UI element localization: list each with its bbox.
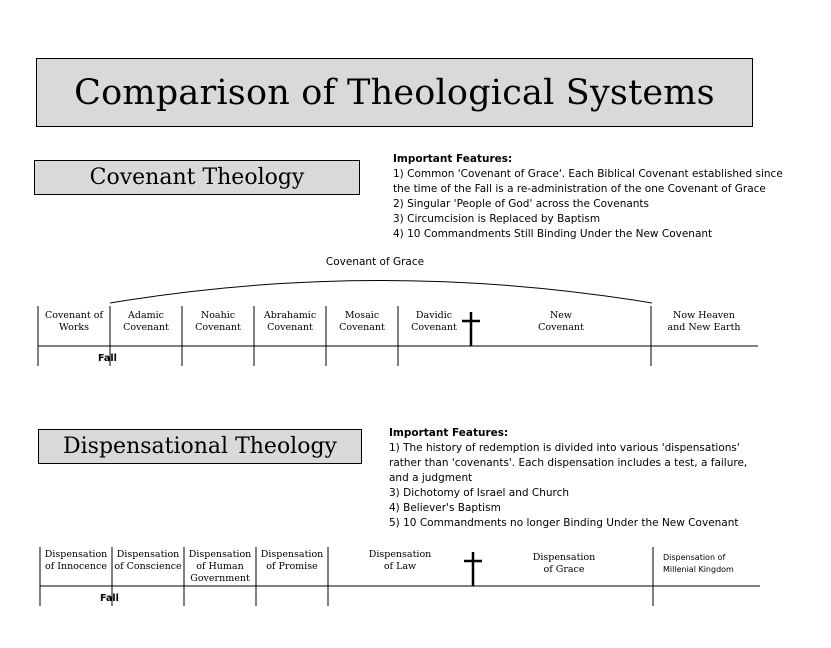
- covenant-feature-line: 4) 10 Commandments Still Binding Under the New Covenant: [393, 228, 713, 240]
- covenant-feature-line: 2) Singular 'People of God' across the Covenants: [393, 198, 650, 210]
- period-line: Works: [58, 322, 90, 333]
- dispensational-feature-line: 3) Dichotomy of Israel and Church: [389, 487, 570, 499]
- dispensational-feature-line: 4) Believer's Baptism: [389, 502, 501, 514]
- period-line: Government: [190, 573, 250, 584]
- period-dispensation-of-grace: [533, 552, 596, 576]
- period-line: Dispensation: [260, 549, 324, 560]
- covenant-fall-label: Fall: [98, 353, 117, 364]
- period-line: of Law: [383, 561, 417, 572]
- period-line: Covenant: [123, 322, 169, 333]
- dispensational-feature-line: and a judgment: [389, 472, 473, 484]
- period-line: Dispensation: [532, 552, 596, 563]
- period-line: Davidic: [415, 310, 453, 321]
- period-dispensation-of-human-government: [189, 549, 252, 585]
- dispensational-feature-line: 1) The history of redemption is divided into various 'dispensations': [389, 442, 740, 454]
- period-davidic-covenant: [411, 310, 457, 334]
- covenant-feature-line: 1) Common 'Covenant of Grace'. Each Biblical Covenant established since: [393, 168, 783, 180]
- period-new-covenant: [538, 310, 584, 334]
- period-line: of Promise: [266, 561, 318, 572]
- covenant-feature-line: 3) Circumcision is Replaced by Baptism: [393, 213, 601, 225]
- dispensational-feature-line: 5) 10 Commandments no longer Binding Under the New Covenant: [389, 517, 739, 529]
- period-line: Covenant: [538, 322, 584, 333]
- covenant-feature-line: the time of the Fall is a re-administration of the one Covenant of Grace: [393, 183, 766, 195]
- covenant-of-grace-arc: [110, 281, 652, 304]
- period-mosaic-covenant: [339, 310, 385, 334]
- period-dispensation-of-innocence: [45, 549, 108, 573]
- period-noahic-covenant: [195, 310, 241, 334]
- cross-icon: [462, 312, 480, 346]
- period-adamic-covenant: [123, 310, 169, 334]
- period-line: Mosaic: [344, 310, 380, 321]
- period-covenant-of-works: [45, 310, 103, 334]
- period-line: Dispensation: [368, 549, 432, 560]
- period-line: Dispensation of: [663, 553, 726, 562]
- period-line: Dispensation: [116, 549, 180, 560]
- period-line: Adamic: [128, 310, 164, 321]
- period-line: Covenant: [195, 322, 241, 333]
- period-line: Dispensation: [188, 549, 252, 560]
- period-line: of Grace: [543, 564, 585, 575]
- covenant-features-heading: Important Features:: [393, 153, 513, 165]
- period-line: Covenant: [339, 322, 385, 333]
- period-abrahamic-covenant: [264, 310, 316, 334]
- dispensational-heading: Dispensational Theology: [63, 434, 337, 459]
- period-dispensation-of-promise: [261, 549, 324, 573]
- dispensational-feature-line: rather than 'covenants'. Each dispensation includes a test, a failure,: [389, 457, 748, 469]
- period-dispensation-of-conscience: [114, 549, 181, 573]
- period-line: of Conscience: [114, 561, 182, 572]
- period-line: Now Heaven: [673, 310, 735, 321]
- period-dispensation-of-millenial-kingdom: [663, 552, 734, 576]
- period-line: Noahic: [200, 310, 236, 321]
- dispensational-fall-label: Fall: [100, 593, 119, 604]
- period-line: Covenant of: [45, 310, 103, 321]
- period-line: Millenial Kingdom: [663, 565, 734, 574]
- period-line: Covenant: [411, 322, 457, 333]
- period-line: of Human: [196, 561, 244, 572]
- period-line: New: [549, 310, 573, 321]
- main-title: Comparison of Theological Systems: [74, 72, 715, 113]
- dispensational-features-heading: Important Features:: [389, 427, 509, 439]
- period-new-heaven-and-earth: [667, 310, 740, 334]
- covenant-of-grace-label: Covenant of Grace: [325, 256, 425, 268]
- period-line: Abrahamic: [263, 310, 317, 321]
- period-line: Covenant: [267, 322, 313, 333]
- cross-icon: [464, 552, 482, 586]
- period-line: Dispensation: [44, 549, 108, 560]
- period-dispensation-of-law: [369, 549, 432, 573]
- period-line: of Innocence: [45, 561, 107, 572]
- period-line: and New Earth: [667, 322, 741, 333]
- covenant-heading: Covenant Theology: [89, 165, 305, 190]
